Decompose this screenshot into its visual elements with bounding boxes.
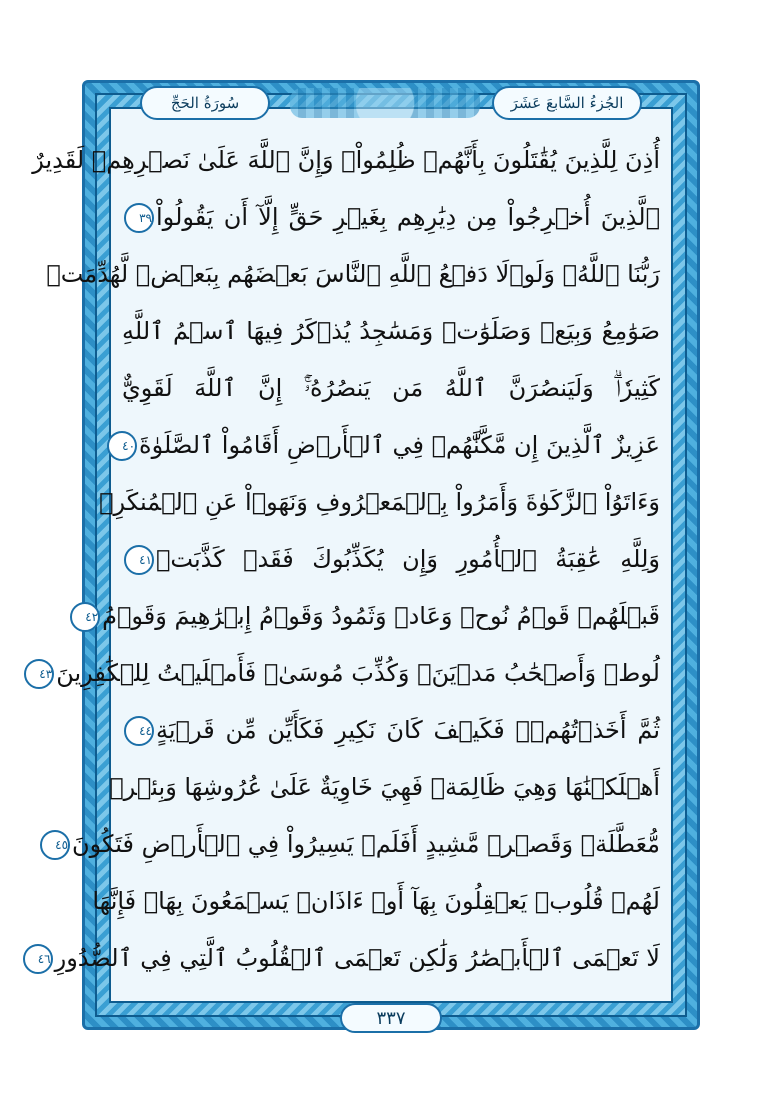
text-line [92, 881, 660, 921]
ayah-number-marker: ٤١ [124, 545, 154, 575]
text-line [32, 140, 660, 180]
verse-text: صَوَٰمِعُ وَبِيَعٞ وَصَلَوَٰتٞ وَمَسَٰجِدُ يُذۡكَرُ فِيهَا ٱسۡمُ ٱللَّهِ [122, 317, 660, 345]
verse-text: كَثِيرٗاۗ وَلَيَنصُرَنَّ ٱللَّهُ مَن يَنصُرُهُۥٓۚ إِنَّ ٱللَّهَ لَقَوِيٌّ [122, 374, 660, 402]
text-line [37, 938, 660, 978]
text-line [122, 311, 660, 351]
verse-text: ثُمَّ أَخَذۡتُهُمۡۖ فَكَيۡفَ كَانَ نَكِيرِ فَكَأَيِّن مِّن قَرۡيَةٍ [156, 716, 660, 744]
text-line [109, 767, 660, 807]
text-line [46, 254, 660, 294]
verse-text: لَا تَعۡمَى ٱلۡأَبۡصَٰرُ وَلَٰكِن تَعۡمَى ٱلۡقُلُوبُ ٱلَّتِي فِي ٱلصُّدُورِ [54, 944, 660, 972]
verse-text: عَزِيزٌ ٱلَّذِينَ إِن مَّكَّنَّٰهُمۡ فِي ٱلۡأَرۡضِ أَقَامُواْ ٱلصَّلَوٰةَ [139, 431, 660, 459]
verse-text: لَهُمۡ قُلُوبٞ يَعۡقِلُونَ بِهَآ أَوۡ ءَاذَانٞ يَسۡمَعُونَ بِهَاۖ فَإِنَّهَا [92, 887, 660, 915]
verse-text: مُّعَطَّلَةٖ وَقَصۡرٖ مَّشِيدٍ أَفَلَمۡ يَسِيرُواْ فِي ٱلۡأَرۡضِ فَتَكُونَ [72, 830, 660, 858]
ayah-number-marker: ٤٣ [24, 659, 54, 689]
ayah-number-marker: ٣٩ [124, 203, 154, 233]
verse-text: وَءَاتَوُاْ ٱلزَّكَوٰةَ وَأَمَرُواْ بِٱلۡمَعۡرُوفِ وَنَهَوۡاْ عَنِ ٱلۡمُنكَرِۗ [99, 488, 660, 516]
text-line [122, 539, 660, 579]
ayah-number-marker: ٤٢ [70, 602, 100, 632]
ayah-number-marker: ٤٠ [107, 431, 137, 461]
ayah-number-marker: ٤٥ [40, 830, 70, 860]
text-line [122, 197, 660, 237]
ayah-number-marker: ٤٦ [23, 944, 53, 974]
text-line [122, 425, 660, 465]
verse-text: أَهۡلَكۡنَٰهَا وَهِيَ ظَالِمَةٞ فَهِيَ خَاوِيَةٌ عَلَىٰ عُرُوشِهَا وَبِئۡرٖ [109, 773, 660, 801]
header-ornament [290, 88, 480, 118]
verse-text: أُذِنَ لِلَّذِينَ يُقَٰتَلُونَ بِأَنَّهُمۡ ظُلِمُواْۚ وَإِنَّ ٱللَّهَ عَلَىٰ نَصۡرِهِمۡ لَقَدِيرٌ [32, 146, 660, 174]
verse-text: ٱلَّذِينَ أُخۡرِجُواْ مِن دِيَٰرِهِم بِغَيۡرِ حَقٍّ إِلَّآ أَن يَقُولُواْ [156, 203, 660, 231]
surah-name-label: سُورَةُ الحَجِّ [140, 86, 270, 120]
verse-text: وَلِلَّهِ عَٰقِبَةُ ٱلۡأُمُورِ وَإِن يُكَذِّبُوكَ فَقَدۡ كَذَّبَتۡ [156, 545, 660, 573]
text-line [122, 368, 660, 408]
text-line [55, 824, 660, 864]
text-line [122, 710, 660, 750]
juz-label: الجُزءُ السَّابعَ عَشَرَ [492, 86, 642, 120]
verse-text: قَبۡلَهُمۡ قَوۡمُ نُوحٖ وَعَادٞ وَثَمُودُ وَقَوۡمُ إِبۡرَٰهِيمَ وَقَوۡمُ [102, 602, 660, 630]
page-number: ٣٣٧ [340, 1003, 442, 1033]
ayah-number-marker: ٤٤ [124, 716, 154, 746]
text-line [85, 596, 660, 636]
text-line [99, 482, 660, 522]
verse-text: رَبُّنَا ٱللَّهُۗ وَلَوۡلَا دَفۡعُ ٱللَّهِ ٱلنَّاسَ بَعۡضَهُم بِبَعۡضٖ لَّهُدِّمَتۡ [46, 260, 660, 288]
quran-text-body [32, 140, 660, 980]
verse-text: لُوطٖ وَأَصۡحَٰبُ مَدۡيَنَۖ وَكُذِّبَ مُوسَىٰۖ فَأَمۡلَيۡتُ لِلۡكَٰفِرِينَ [56, 659, 660, 687]
text-line [39, 653, 660, 693]
